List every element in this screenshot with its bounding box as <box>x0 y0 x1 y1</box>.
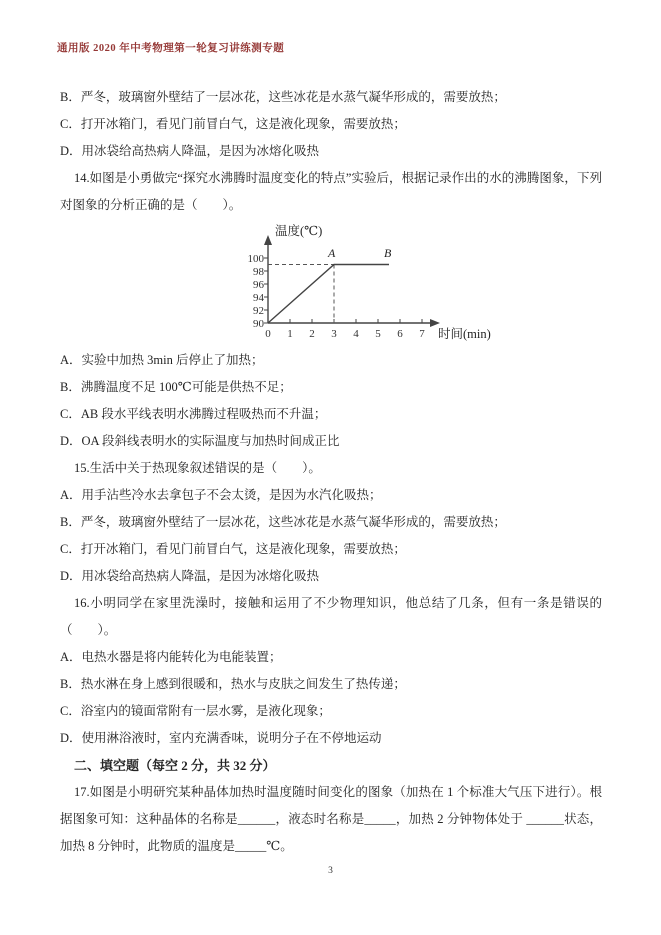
q15-option-d: D．用冰袋给高热病人降温，是因为冰熔化吸热 <box>60 569 320 583</box>
x-tick-2: 2 <box>309 328 315 340</box>
y-tick-90: 90 <box>253 318 264 330</box>
q13-option-d: D．用冰袋给高热病人降温，是因为冰熔化吸热 <box>60 144 320 158</box>
point-label-B: B <box>384 246 392 260</box>
q14-option-a: A．实验中加热 3min 后停止了加热； <box>60 353 264 367</box>
y-tick-94: 94 <box>253 292 264 304</box>
q15-option-c: C．打开冰箱门，看见门前冒白气，这是液化现象，需要放热； <box>60 542 406 556</box>
y-axis-title: 温度(℃) <box>275 224 323 238</box>
q16-option-c: C．浴室内的镜面常附有一层水雾，是液化现象； <box>60 704 331 718</box>
x-tick-5: 5 <box>375 328 381 340</box>
page-number: 3 <box>328 866 333 876</box>
section-2-heading: 二、填空题（每空 2 分，共 32 分） <box>74 758 276 773</box>
x-tick-1: 1 <box>287 328 293 340</box>
q13-option-c: C．打开冰箱门，看见门前冒白气，这是液化现象，需要放热； <box>60 117 406 131</box>
y-tick-100: 100 <box>247 253 264 265</box>
q16-stem: 16.小明同学在家里洗澡时，接触和运用了不少物理知识，他总结了几条，但有一条是错误的（ ）。 <box>60 596 602 637</box>
q15-stem: 15.生活中关于热现象叙述错误的是（ ）。 <box>74 461 321 475</box>
boiling-temperature-chart <box>238 223 498 345</box>
q16-option-a: A．电热水器是将内能转化为电能装置； <box>60 650 282 664</box>
x-tick-4: 4 <box>353 328 359 340</box>
x-tick-3: 3 <box>331 328 337 340</box>
y-tick-98: 98 <box>253 266 264 278</box>
y-axis-arrow-icon <box>264 235 272 245</box>
x-axis-title: 时间(min) <box>438 327 491 341</box>
boiling-temperature-chart-svg <box>238 223 498 345</box>
document-body <box>60 84 602 860</box>
boiling-curve-line <box>268 265 389 324</box>
x-tick-6: 6 <box>397 328 403 340</box>
q14-option-b: B．沸腾温度不足 100℃可能是供热不足； <box>60 380 292 394</box>
point-label-A: A <box>328 246 336 260</box>
y-tick-92: 92 <box>253 305 264 317</box>
q16-option-b: B．热水淋在身上感到很暖和，热水与皮肤之间发生了热传递； <box>60 677 406 691</box>
q13-option-b: B．严冬，玻璃窗外壁结了一层冰花，这些冰花是水蒸气凝华形成的，需要放热； <box>60 90 506 104</box>
q14-option-c: C．AB 段水平线表明水沸腾过程吸热而不升温； <box>60 407 327 421</box>
x-tick-0: 0 <box>265 328 271 340</box>
y-tick-96: 96 <box>253 279 264 291</box>
q15-option-a: A．用手沾些冷水去拿包子不会太烫，是因为水汽化吸热； <box>60 488 382 502</box>
q17-stem: 17.如图是小明研究某种晶体加热时温度随时间变化的图象（加热在 1 个标准大气压下进行）。根据图象可知：这种晶体的名称是______，液态时名称是_____，加热 2 分钟物体处于 ______状态，加热 8 分钟时，此物质的温度是_____℃。 <box>60 785 602 853</box>
q14-stem: 14.如图是小勇做完“探究水沸腾时温度变化的特点”实验后，根据记录作出的水的沸腾图象，下列对图象的分析正确的是（ ）。 <box>60 171 602 212</box>
q14-option-d: D．OA 段斜线表明水的实际温度与加热时间成正比 <box>60 434 340 448</box>
document-header-title: 通用版 2020 年中考物理第一轮复习讲练测专题 <box>57 43 285 54</box>
q16-option-d: D．使用淋浴液时，室内充满香味，说明分子在不停地运动 <box>60 731 382 745</box>
q15-option-b: B．严冬，玻璃窗外壁结了一层冰花，这些冰花是水蒸气凝华形成的，需要放热； <box>60 515 506 529</box>
x-tick-7: 7 <box>419 328 425 340</box>
x-axis-arrow-icon <box>430 319 440 327</box>
